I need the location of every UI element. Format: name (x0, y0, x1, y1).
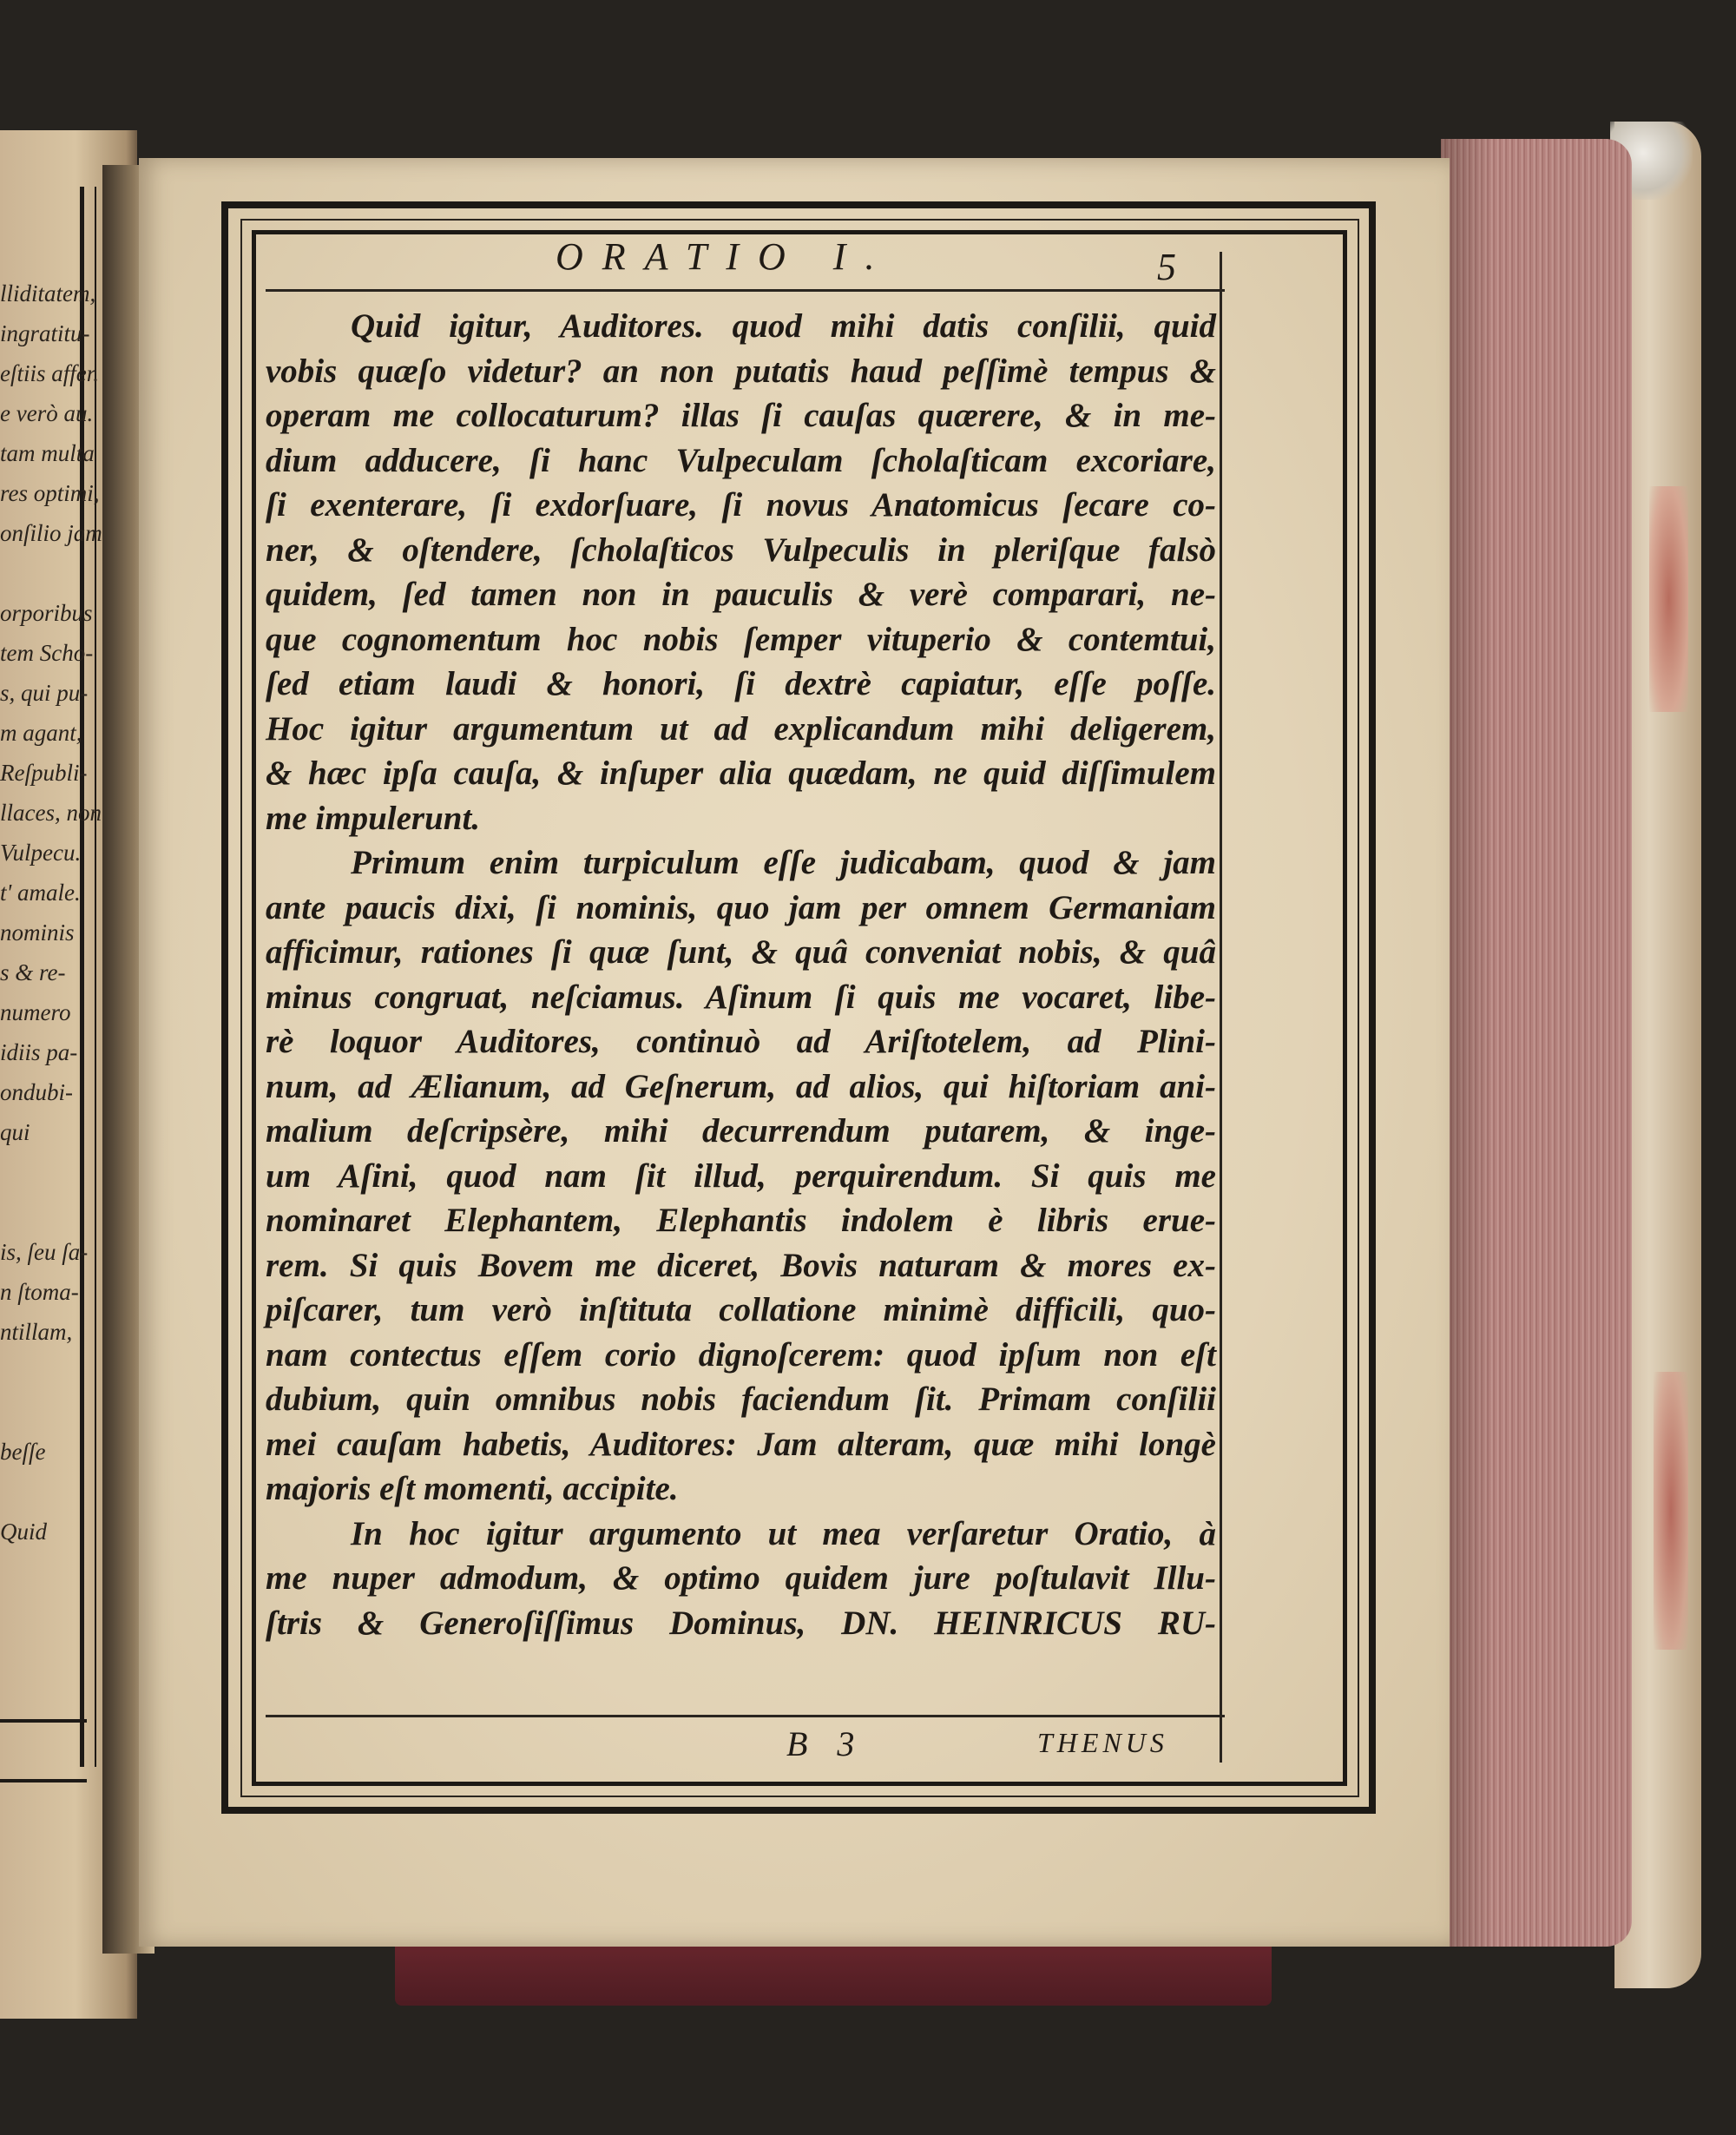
left-page-fragment (0, 1192, 82, 1232)
footer-rule (266, 1715, 1225, 1717)
text-line: dium adducere, ſi hanc Vulpeculam ſcholaſticam excoriare, (266, 441, 1216, 479)
text-line: ſtris & Generoſiſſimus Dominus, DN. HEINRICUS RU- (266, 1604, 1216, 1642)
left-page-fragment: llaces, non (0, 800, 102, 826)
text-line: piſcarer, tum verò inſtituta collatione minimè difficili, quo- (266, 1291, 1216, 1328)
text-line: nominaret Elephantem, Elephantis indolem è libris erue- (266, 1202, 1216, 1239)
left-page-fragment: ntillam, (0, 1319, 73, 1345)
left-page-fragment: t' amale. (0, 880, 81, 906)
left-page-text-fragments (0, 273, 102, 1552)
text-line: operam me collocaturum? illas ſi cauſas quærere, & in me- (266, 397, 1216, 434)
left-page-fragment: numero (0, 999, 71, 1025)
red-stain (1649, 486, 1688, 712)
left-page-fragment: eſtiis affer. (0, 360, 99, 386)
left-page-fragment: m agant, (0, 720, 82, 746)
text-line: dubium, quin omnibus nobis faciendum ſit. Primam conſilii (266, 1381, 1216, 1418)
page-number: 5 (1157, 246, 1176, 288)
body-text (266, 304, 1216, 1645)
text-line: me nuper admodum, & optimo quidem jure poſtulavit Illu- (266, 1559, 1216, 1597)
header-rule (266, 289, 1225, 292)
text-line: minus congruat, neſciamus. Aſinum ſi quis me vocaret, libe- (266, 978, 1216, 1016)
left-page-fragment: lliditatem, (0, 280, 96, 306)
text-line: ſed etiam laudi & honori, ſi dextrè capiatur, eſſe poſſe. (266, 665, 1216, 702)
left-page-fragment: tem Scho- (0, 640, 94, 666)
left-page-fragment: e verò au. (0, 400, 94, 426)
left-page-fragment: s & re- (0, 959, 66, 985)
catchword: THENUS (1037, 1727, 1168, 1758)
text-line: num, ad Ælianum, ad Geſnerum, ad alios, qui hiſtoriam ani- (266, 1067, 1216, 1105)
left-page-fragment: Quid (0, 1519, 47, 1545)
text-line: rem. Si quis Bovem me diceret, Bovis naturam & mores ex- (266, 1246, 1216, 1284)
left-page-fragment: s, qui pu- (0, 680, 89, 706)
text-line: malium deſcripsère, mihi decurrendum putarem, & inge- (266, 1112, 1216, 1150)
left-page-fragment: qui (0, 1119, 30, 1145)
text-line: ner, & oſtendere, ſcholaſticos Vulpeculis in pleriſque falsò (266, 530, 1216, 569)
left-page-fragment: idiis pa- (0, 1039, 78, 1065)
text-line: ante paucis dixi, ſi nominis, quo jam per omnem Germaniam (266, 888, 1216, 926)
left-page-fragment: orporibus (0, 600, 93, 626)
left-page-fragment: n ſtoma- (0, 1279, 79, 1305)
left-page-fragment: onſilio jam (0, 520, 102, 546)
text-line: nam contectus eſſem corio dignoſcerem: quod ipſum non eſt (266, 1335, 1216, 1374)
text-line: vobis quæſo videtur? an non putatis haud peſſimè tempus & (266, 352, 1216, 390)
text-line: ſi exenterare, ſi exdorſuare, ſi novus Anatomicus ſecare co- (266, 486, 1216, 524)
text-line: rè loquor Auditores, continuò ad Ariſtotelem, ad Plini- (266, 1023, 1216, 1060)
text-line: Quid igitur, Auditores. quod mihi datis conſilii, quid (351, 307, 1216, 345)
left-page-fragment: ingratitu- (0, 320, 90, 346)
left-page-fragment: Reſpubli- (0, 760, 88, 786)
left-page-fragment: beſſe (0, 1439, 46, 1465)
text-line: mei cauſam habetis, Auditores: Jam alteram, quæ mihi longè (266, 1425, 1216, 1463)
left-page-fragment: ondubi- (0, 1079, 73, 1105)
left-page-fragment (0, 1352, 82, 1392)
text-line: afficimur, rationes ſi quæ ſunt, & quâ conveniat nobis, & quâ (266, 933, 1216, 971)
left-page-fragment (0, 1392, 82, 1432)
left-page-fragment (0, 1152, 82, 1192)
text-line: In hoc igitur argumento ut mea verſaretur Oratio, à (351, 1514, 1216, 1552)
text-line: Primum enim turpiculum eſſe judicabam, quod & jam (351, 844, 1216, 881)
left-page-fragment (0, 1472, 82, 1512)
left-page-fragment: is, ſeu ſa- (0, 1239, 89, 1265)
text-line: um Aſini, quod nam ſit illud, perquirendum. Si quis me (266, 1156, 1216, 1195)
left-page-fragment (0, 553, 82, 593)
text-line: quidem, ſed tamen non in pauculis & verè comparari, ne- (266, 576, 1216, 613)
text-line: majoris eſt momenti, accipite. (266, 1470, 679, 1507)
left-page-fragment: res optimi, (0, 480, 100, 506)
text-line: Hoc igitur argumentum ut ad explicandum mihi deligerem, (266, 709, 1216, 748)
text-line: me impulerunt. (266, 799, 481, 837)
left-page-fragment: tam multa (0, 440, 95, 466)
margin-rule (1220, 252, 1222, 1763)
text-line: que cognomentum hoc nobis ſemper vituperio & contemtui, (266, 620, 1216, 658)
signature-mark: B 3 (786, 1724, 865, 1763)
left-page-catchword-box (0, 1719, 87, 1782)
red-stain (1654, 1372, 1688, 1650)
text-line: & hæc ipſa cauſa, & inſuper alia quædam, ne quid diſſimulem (266, 754, 1216, 792)
left-page-fragment: Vulpecu. (0, 840, 82, 866)
left-page-fragment: nominis (0, 919, 75, 946)
running-head: ORATIO I. (556, 235, 894, 278)
